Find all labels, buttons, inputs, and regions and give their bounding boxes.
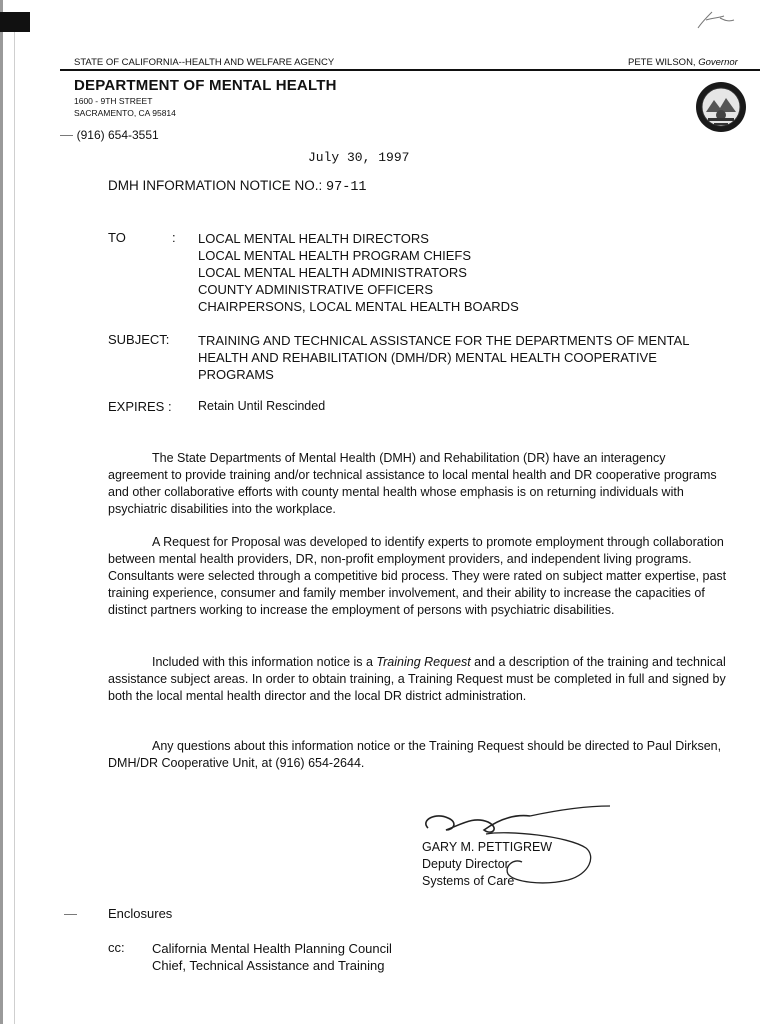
- signatory-name: GARY M. PETTIGREW: [422, 840, 553, 854]
- scan-black-tab: [0, 12, 30, 32]
- to-label: TO: [108, 230, 126, 245]
- recipient-item: CHAIRPERSONS, LOCAL MENTAL HEALTH BOARDS: [198, 299, 519, 314]
- to-colon: :: [172, 230, 176, 245]
- body-paragraph-2: A Request for Proposal was developed to identify experts to promote employment through collaboration between mental health providers, DR, non-profit employment providers, and independent living programs. Consultants were selected through a competitive bid process. They were rated on subject matter expertise, past training experience, consumer and family member involvement, and their ability to increase the capacities of distinct partners working to increase the employment of persons with psychiatric disabilities.: [108, 535, 727, 617]
- notice-number-line: [108, 178, 367, 195]
- body-paragraph-1: The State Departments of Mental Health (DMH) and Rehabilitation (DR) have an interagency agreement to provide training and/or technical assistance to local mental health and DR cooperative programs and other collaborative efforts with county mental health whose emphasis is on returning individuals with psychiatric disabilities into the workplace.: [108, 451, 717, 516]
- subject-label: SUBJECT:: [108, 332, 170, 347]
- expires-text: Retain Until Rescinded: [198, 399, 326, 413]
- agency-name: STATE OF CALIFORNIA--HEALTH AND WELFARE AGENCY: [74, 57, 335, 68]
- phone-number: — (916) 654-3551: [60, 127, 159, 142]
- scan-edge: [0, 0, 3, 1024]
- cc-list: [152, 940, 392, 974]
- cc-item: Chief, Technical Assistance and Training: [152, 958, 385, 973]
- governor-line: [628, 57, 738, 68]
- state-seal-icon: [694, 80, 748, 134]
- notice-number: 97-11: [326, 180, 367, 195]
- recipient-item: COUNTY ADMINISTRATIVE OFFICERS: [198, 282, 433, 297]
- department-name: DEPARTMENT OF MENTAL HEALTH: [74, 77, 337, 94]
- header-rule: [60, 69, 760, 71]
- governor-name: PETE WILSON,: [628, 57, 696, 68]
- scan-edge-inner: [14, 20, 15, 1024]
- cc-label: cc:: [108, 940, 125, 955]
- handwritten-mark-icon: [690, 6, 740, 36]
- signatory-division: Systems of Care: [422, 874, 515, 888]
- recipient-item: LOCAL MENTAL HEALTH PROGRAM CHIEFS: [198, 248, 472, 263]
- signatory-block: [422, 839, 552, 890]
- governor-title: Governor: [698, 57, 738, 68]
- recipient-item: LOCAL MENTAL HEALTH DIRECTORS: [198, 231, 429, 246]
- recipient-item: LOCAL MENTAL HEALTH ADMINISTRATORS: [198, 265, 467, 280]
- subject-text: TRAINING AND TECHNICAL ASSISTANCE FOR THE DEPARTMENTS OF MENTAL HEALTH AND REHABILITATION (DMH/DR) MENTAL HEALTH COOPERATIVE PROGRAMS: [198, 333, 689, 382]
- notice-label: DMH INFORMATION NOTICE NO.:: [108, 178, 323, 193]
- signatory-title: Deputy Director: [422, 857, 509, 871]
- training-request-italic: Training Request: [376, 655, 471, 669]
- address-line-2: SACRAMENTO, CA 95814: [74, 108, 176, 118]
- recipient-list: [198, 230, 519, 315]
- address-line-1: 1600 - 9TH STREET: [74, 96, 153, 106]
- body-paragraph-4: Any questions about this information notice or the Training Request should be directed to Paul Dirksen, DMH/DR Cooperative Unit, at (916) 654-2644.: [108, 739, 722, 770]
- letter-date: July 30, 1997: [308, 150, 410, 165]
- enclosures-label: — Enclosures: [64, 906, 173, 921]
- cc-item: California Mental Health Planning Council: [152, 941, 392, 956]
- body-paragraph-3: Included with this information notice is a Training Request and a description of the training and technical assistance subject areas. In order to obtain training, a Training Request must be completed in full and signed by both the local mental health director and the local DR district administration.: [108, 655, 726, 703]
- expires-label: EXPIRES :: [108, 399, 172, 414]
